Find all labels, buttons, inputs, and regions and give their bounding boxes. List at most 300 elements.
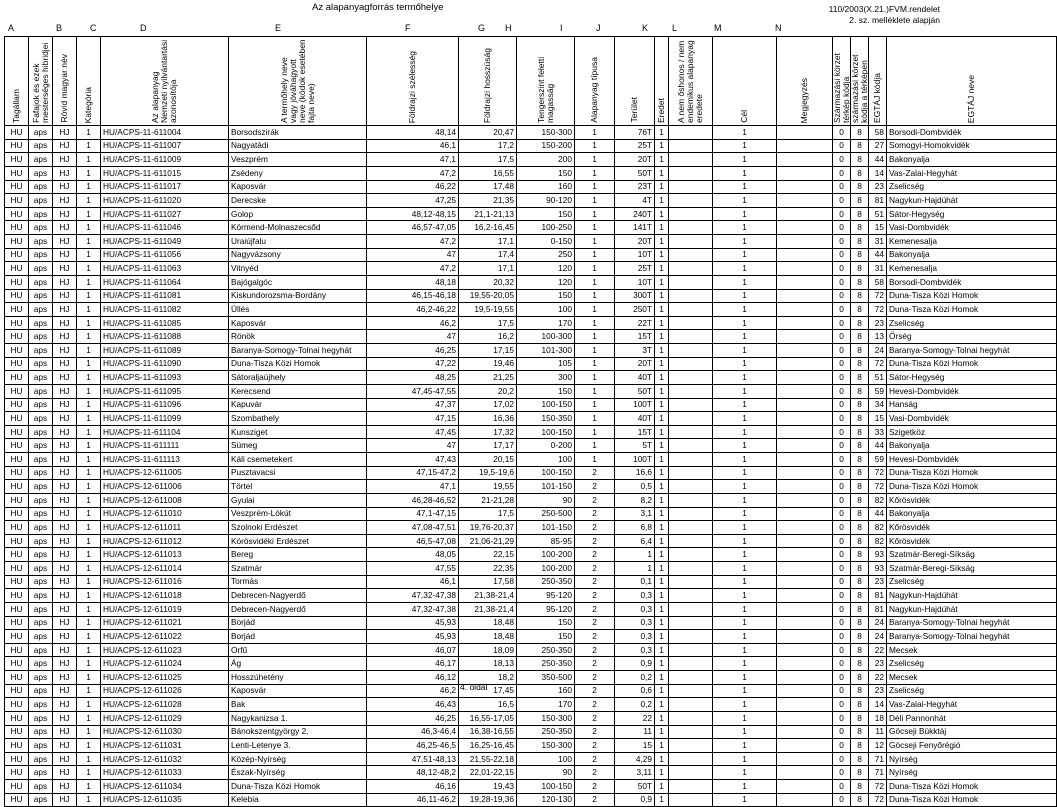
- column-header: [575, 37, 615, 126]
- table-cell: 2: [575, 602, 615, 616]
- table-cell: 0: [833, 630, 851, 644]
- table-cell: 8: [851, 439, 869, 453]
- table-cell: 45,93: [367, 630, 459, 644]
- table-cell: Közép-Nyírség: [229, 752, 367, 766]
- table-cell: Borsodszirák: [229, 126, 367, 140]
- table-cell: 8: [851, 793, 869, 807]
- table-cell: [777, 330, 833, 344]
- table-cell: [669, 357, 713, 371]
- table-cell: 47,1-47,15: [367, 507, 459, 521]
- table-cell: 46,25: [367, 344, 459, 358]
- table-cell: aps: [29, 630, 53, 644]
- table-cell: aps: [29, 166, 53, 180]
- table-cell: 1: [655, 493, 669, 507]
- table-cell: 1: [655, 575, 669, 589]
- table-cell: 1: [713, 371, 777, 385]
- table-cell: 46,2: [367, 684, 459, 698]
- table-cell: 1: [713, 384, 777, 398]
- table-cell: 0,3: [615, 643, 655, 657]
- table-cell: 1: [575, 194, 615, 208]
- table-cell: 1: [77, 657, 101, 671]
- seed-source-table: [4, 36, 1057, 807]
- table-cell: 0: [833, 344, 851, 358]
- table-cell: 21,55-22,18: [459, 752, 517, 766]
- table-cell: Veszprém: [229, 153, 367, 167]
- table-cell: 2: [575, 711, 615, 725]
- table-cell: [669, 289, 713, 303]
- column-header-label: Tagállam: [11, 88, 21, 123]
- table-cell: 46,1: [367, 575, 459, 589]
- table-cell: HU/ACPS-12-611028: [101, 698, 229, 712]
- table-cell: Borsodi-Dombvidék: [887, 126, 1057, 140]
- table-cell: 1: [655, 507, 669, 521]
- table-cell: [777, 630, 833, 644]
- column-header-label: Alapanyag típusa: [589, 57, 599, 123]
- table-cell: Nagyatádi: [229, 139, 367, 153]
- table-cell: Göcseji Fenyőrégió: [887, 739, 1057, 753]
- table-cell: 23: [869, 316, 887, 330]
- table-cell: HU: [5, 630, 29, 644]
- table-cell: [777, 248, 833, 262]
- table-cell: [669, 575, 713, 589]
- table-cell: 1: [77, 398, 101, 412]
- table-cell: Törtel: [229, 480, 367, 494]
- table-cell: 22,01-22,15: [459, 766, 517, 780]
- table-cell: [669, 562, 713, 576]
- table-cell: aps: [29, 207, 53, 221]
- table-cell: 1: [575, 289, 615, 303]
- table-cell: 2: [575, 616, 615, 630]
- table-cell: HU/ACPS-12-611012: [101, 534, 229, 548]
- table-cell: [669, 453, 713, 467]
- table-cell: [669, 180, 713, 194]
- table-cell: HU/ACPS-12-611006: [101, 480, 229, 494]
- table-cell: 8: [851, 248, 869, 262]
- column-header-label: Kategória: [83, 86, 93, 123]
- table-cell: [669, 221, 713, 235]
- table-cell: 2: [575, 793, 615, 807]
- table-cell: 1: [713, 548, 777, 562]
- table-cell: 1: [713, 194, 777, 208]
- table-cell: 0: [833, 262, 851, 276]
- table-cell: HU/ACPS-11-611015: [101, 166, 229, 180]
- table-cell: 8: [851, 384, 869, 398]
- table-cell: Vasi-Dombvidék: [887, 221, 1057, 235]
- table-cell: 72: [869, 303, 887, 317]
- table-cell: 2: [575, 671, 615, 685]
- table-cell: aps: [29, 562, 53, 576]
- table-cell: 18,2: [459, 671, 517, 685]
- table-cell: 1: [575, 412, 615, 426]
- table-cell: Bakonyalja: [887, 439, 1057, 453]
- table-cell: 1: [575, 316, 615, 330]
- table-cell: 2: [575, 752, 615, 766]
- table-cell: 1: [655, 684, 669, 698]
- table-cell: Orfű: [229, 643, 367, 657]
- page-number: 4. oldal: [460, 682, 488, 692]
- table-cell: HU/ACPS-11-611009: [101, 153, 229, 167]
- table-cell: 45,93: [367, 616, 459, 630]
- table-cell: 15: [869, 412, 887, 426]
- table-cell: 47,1: [367, 480, 459, 494]
- table-cell: 2: [575, 480, 615, 494]
- table-cell: 100-150: [517, 466, 575, 480]
- table-cell: 100-250: [517, 221, 575, 235]
- table-cell: HJ: [53, 780, 77, 794]
- table-cell: 0: [833, 207, 851, 221]
- table-cell: HU: [5, 711, 29, 725]
- table-cell: 8: [851, 589, 869, 603]
- table-cell: 1: [575, 398, 615, 412]
- table-cell: 1: [77, 289, 101, 303]
- table-cell: 22: [615, 711, 655, 725]
- table-cell: 90: [517, 493, 575, 507]
- table-cell: 1: [77, 275, 101, 289]
- table-cell: 46,12: [367, 671, 459, 685]
- table-cell: 1: [655, 303, 669, 317]
- table-cell: Bak: [229, 698, 367, 712]
- table-cell: 1: [655, 126, 669, 140]
- table-cell: HJ: [53, 126, 77, 140]
- table-cell: 1: [77, 493, 101, 507]
- table-cell: 17,02: [459, 398, 517, 412]
- table-cell: 0: [833, 194, 851, 208]
- column-letter: G: [478, 23, 486, 33]
- column-letter: N: [775, 23, 782, 33]
- table-cell: [669, 507, 713, 521]
- table-cell: HU/ACPS-12-611011: [101, 521, 229, 535]
- table-row: [5, 698, 1057, 712]
- table-cell: 1: [713, 139, 777, 153]
- table-cell: 1: [655, 752, 669, 766]
- table-cell: 1: [77, 575, 101, 589]
- table-cell: Nagykun-Hajdúhát: [887, 589, 1057, 603]
- table-cell: 72: [869, 480, 887, 494]
- table-cell: 1: [713, 316, 777, 330]
- table-cell: HJ: [53, 534, 77, 548]
- table-cell: HJ: [53, 739, 77, 753]
- table-cell: aps: [29, 153, 53, 167]
- table-cell: HJ: [53, 139, 77, 153]
- table-cell: Déli Pannonhát: [887, 711, 1057, 725]
- table-cell: [777, 793, 833, 807]
- table-cell: 17,5: [459, 507, 517, 521]
- table-cell: HU: [5, 589, 29, 603]
- table-cell: 16,2: [459, 330, 517, 344]
- table-cell: 72: [869, 793, 887, 807]
- table-cell: aps: [29, 739, 53, 753]
- table-cell: HU: [5, 153, 29, 167]
- table-cell: 1: [77, 562, 101, 576]
- column-header-label: Származási körzet térkép kódja: [832, 53, 851, 123]
- table-cell: [777, 711, 833, 725]
- table-cell: [777, 425, 833, 439]
- table-cell: HU: [5, 303, 29, 317]
- table-cell: 23T: [615, 180, 655, 194]
- table-cell: 0: [833, 507, 851, 521]
- table-cell: 3,1: [615, 507, 655, 521]
- table-cell: HJ: [53, 589, 77, 603]
- table-cell: 1: [713, 793, 777, 807]
- table-cell: aps: [29, 793, 53, 807]
- table-cell: [777, 698, 833, 712]
- table-cell: aps: [29, 439, 53, 453]
- table-cell: 1: [655, 330, 669, 344]
- table-cell: Hevesi-Dombvidék: [887, 453, 1057, 467]
- table-cell: Baranya-Somogy-Tolnai hegyhát: [887, 344, 1057, 358]
- table-cell: 20,32: [459, 275, 517, 289]
- table-cell: 100-150: [517, 425, 575, 439]
- table-cell: 0: [833, 534, 851, 548]
- table-cell: [669, 698, 713, 712]
- table-cell: HU: [5, 371, 29, 385]
- table-cell: aps: [29, 126, 53, 140]
- table-cell: Derecske: [229, 194, 367, 208]
- table-cell: 1: [713, 602, 777, 616]
- table-cell: 2: [575, 507, 615, 521]
- table-cell: 58: [869, 126, 887, 140]
- table-cell: 1: [77, 166, 101, 180]
- table-cell: [777, 166, 833, 180]
- table-cell: 0: [833, 153, 851, 167]
- table-cell: 1: [655, 289, 669, 303]
- column-header: [367, 37, 459, 126]
- table-cell: HU/ACPS-11-611082: [101, 303, 229, 317]
- table-cell: 0: [833, 412, 851, 426]
- table-cell: 250-350: [517, 643, 575, 657]
- table-cell: 8: [851, 398, 869, 412]
- table-cell: Káli csemetekert: [229, 453, 367, 467]
- table-cell: 16,55-17,05: [459, 711, 517, 725]
- doc-reference-line-1: 110/2003(X.21.)FVM.rendelet: [828, 4, 940, 14]
- table-cell: Szatmár-Beregi-Síkság: [887, 562, 1057, 576]
- table-cell: HU/ACPS-11-611007: [101, 139, 229, 153]
- table-cell: 1: [77, 357, 101, 371]
- table-cell: 8: [851, 166, 869, 180]
- table-row: [5, 316, 1057, 330]
- table-cell: 1: [77, 793, 101, 807]
- column-header-label: Földrajzi hosszúság: [482, 47, 492, 123]
- table-cell: aps: [29, 725, 53, 739]
- table-cell: 100-200: [517, 562, 575, 576]
- table-cell: HU/ACPS-12-611032: [101, 752, 229, 766]
- table-cell: 8: [851, 453, 869, 467]
- table-cell: [777, 412, 833, 426]
- table-cell: 16,36: [459, 412, 517, 426]
- table-row: [5, 153, 1057, 167]
- table-cell: 1: [77, 425, 101, 439]
- table-cell: HJ: [53, 562, 77, 576]
- table-row: [5, 534, 1057, 548]
- table-row: [5, 398, 1057, 412]
- table-cell: 8: [851, 235, 869, 249]
- table-cell: 1: [615, 562, 655, 576]
- table-cell: Kaposvár: [229, 684, 367, 698]
- table-cell: 22: [869, 643, 887, 657]
- table-cell: 16,55: [459, 166, 517, 180]
- table-cell: 1: [655, 180, 669, 194]
- table-cell: 19,55-20,05: [459, 289, 517, 303]
- table-cell: Bakonyalja: [887, 248, 1057, 262]
- table-cell: Szatmár-Beregi-Síkság: [887, 548, 1057, 562]
- table-cell: 24: [869, 344, 887, 358]
- table-cell: 1: [77, 207, 101, 221]
- table-cell: 1: [655, 780, 669, 794]
- table-cell: 59: [869, 453, 887, 467]
- table-cell: HU: [5, 671, 29, 685]
- table-cell: [777, 493, 833, 507]
- table-cell: HU/ACPS-11-611017: [101, 180, 229, 194]
- table-cell: HU: [5, 643, 29, 657]
- table-cell: Sümeg: [229, 439, 367, 453]
- table-cell: [669, 684, 713, 698]
- table-cell: Duna-Tisza Közi Homok: [887, 466, 1057, 480]
- column-letter: D: [140, 23, 147, 33]
- table-cell: 1: [77, 630, 101, 644]
- table-cell: 1: [713, 643, 777, 657]
- table-cell: 1: [713, 180, 777, 194]
- table-cell: 50T: [615, 166, 655, 180]
- table-cell: HU/ACPS-12-611016: [101, 575, 229, 589]
- table-cell: Golop: [229, 207, 367, 221]
- table-cell: [777, 153, 833, 167]
- table-cell: Szolnoki Erdészet: [229, 521, 367, 535]
- table-cell: [777, 507, 833, 521]
- table-cell: 160: [517, 180, 575, 194]
- table-cell: 8: [851, 616, 869, 630]
- table-cell: 20,15: [459, 453, 517, 467]
- table-cell: 47,45: [367, 425, 459, 439]
- table-cell: HU: [5, 262, 29, 276]
- table-cell: HU/ACPS-12-611021: [101, 616, 229, 630]
- table-cell: 8: [851, 330, 869, 344]
- table-cell: 23: [869, 657, 887, 671]
- table-cell: HU: [5, 466, 29, 480]
- table-cell: 1: [575, 248, 615, 262]
- table-cell: 0-200: [517, 439, 575, 453]
- table-cell: [669, 493, 713, 507]
- table-cell: Kőrösvidék: [887, 534, 1057, 548]
- table-cell: 1: [713, 439, 777, 453]
- table-cell: 300T: [615, 289, 655, 303]
- table-cell: 58: [869, 275, 887, 289]
- table-cell: [777, 725, 833, 739]
- table-cell: 1: [655, 221, 669, 235]
- table-cell: 1: [713, 153, 777, 167]
- table-cell: 0: [833, 589, 851, 603]
- table-cell: 13: [869, 330, 887, 344]
- table-cell: HU/ACPS-12-611018: [101, 589, 229, 603]
- table-cell: 20T: [615, 235, 655, 249]
- table-cell: HU: [5, 521, 29, 535]
- table-cell: 19,46: [459, 357, 517, 371]
- table-cell: 0: [833, 275, 851, 289]
- column-letter: K: [642, 23, 649, 33]
- table-cell: 1: [655, 711, 669, 725]
- table-cell: 1: [77, 780, 101, 794]
- table-cell: 21-21,28: [459, 493, 517, 507]
- table-cell: 47,2: [367, 262, 459, 276]
- table-cell: 16,5: [459, 698, 517, 712]
- table-cell: Somogyi-Homokvidék: [887, 139, 1057, 153]
- table-cell: Zselicség: [887, 657, 1057, 671]
- table-cell: 1: [713, 711, 777, 725]
- table-cell: Hanság: [887, 398, 1057, 412]
- table-cell: [669, 602, 713, 616]
- table-cell: 1: [77, 126, 101, 140]
- table-cell: [669, 480, 713, 494]
- table-cell: 17,2: [459, 139, 517, 153]
- table-cell: 1: [713, 289, 777, 303]
- table-cell: 6,8: [615, 521, 655, 535]
- table-cell: HJ: [53, 248, 77, 262]
- table-row: [5, 793, 1057, 807]
- table-cell: [777, 521, 833, 535]
- table-cell: Kiskundorozsma-Bordány: [229, 289, 367, 303]
- table-row: [5, 139, 1057, 153]
- table-cell: aps: [29, 412, 53, 426]
- table-cell: 100: [517, 752, 575, 766]
- table-row: [5, 548, 1057, 562]
- table-cell: 0: [833, 521, 851, 535]
- table-cell: 1: [77, 194, 101, 208]
- table-cell: 1: [77, 616, 101, 630]
- table-cell: HJ: [53, 357, 77, 371]
- table-cell: [777, 589, 833, 603]
- table-row: [5, 412, 1057, 426]
- column-header: [869, 37, 887, 126]
- table-cell: 1: [713, 562, 777, 576]
- table-cell: 23: [869, 180, 887, 194]
- table-cell: Debrecen-Nagyerdő: [229, 602, 367, 616]
- table-cell: HJ: [53, 289, 77, 303]
- table-cell: HU/ACPS-12-611031: [101, 739, 229, 753]
- table-row: [5, 453, 1057, 467]
- table-cell: HU/ACPS-11-611093: [101, 371, 229, 385]
- table-cell: Baranya-Somogy-Tolnai hegyhát: [887, 630, 1057, 644]
- table-cell: 250T: [615, 303, 655, 317]
- table-cell: 71: [869, 752, 887, 766]
- table-cell: 46,16: [367, 780, 459, 794]
- table-row: [5, 711, 1057, 725]
- table-row: [5, 357, 1057, 371]
- table-cell: 0: [833, 180, 851, 194]
- table-cell: Tormás: [229, 575, 367, 589]
- table-cell: HU/ACPS-11-611104: [101, 425, 229, 439]
- table-cell: 1: [77, 316, 101, 330]
- table-cell: HJ: [53, 602, 77, 616]
- table-cell: [777, 739, 833, 753]
- table-cell: Lenti-Letenye 3.: [229, 739, 367, 753]
- table-cell: 0,2: [615, 698, 655, 712]
- table-cell: HU: [5, 126, 29, 140]
- table-cell: HJ: [53, 221, 77, 235]
- table-row: [5, 521, 1057, 535]
- table-cell: 19,28-19,36: [459, 793, 517, 807]
- table-cell: 5T: [615, 439, 655, 453]
- table-cell: [777, 480, 833, 494]
- column-header-label: Cél: [739, 110, 749, 123]
- table-cell: HJ: [53, 575, 77, 589]
- table-cell: HJ: [53, 207, 77, 221]
- table-cell: 1: [77, 507, 101, 521]
- table-cell: Rönök: [229, 330, 367, 344]
- table-cell: 1: [77, 303, 101, 317]
- table-cell: aps: [29, 480, 53, 494]
- table-cell: HJ: [53, 493, 77, 507]
- table-cell: 1: [713, 507, 777, 521]
- table-cell: aps: [29, 521, 53, 535]
